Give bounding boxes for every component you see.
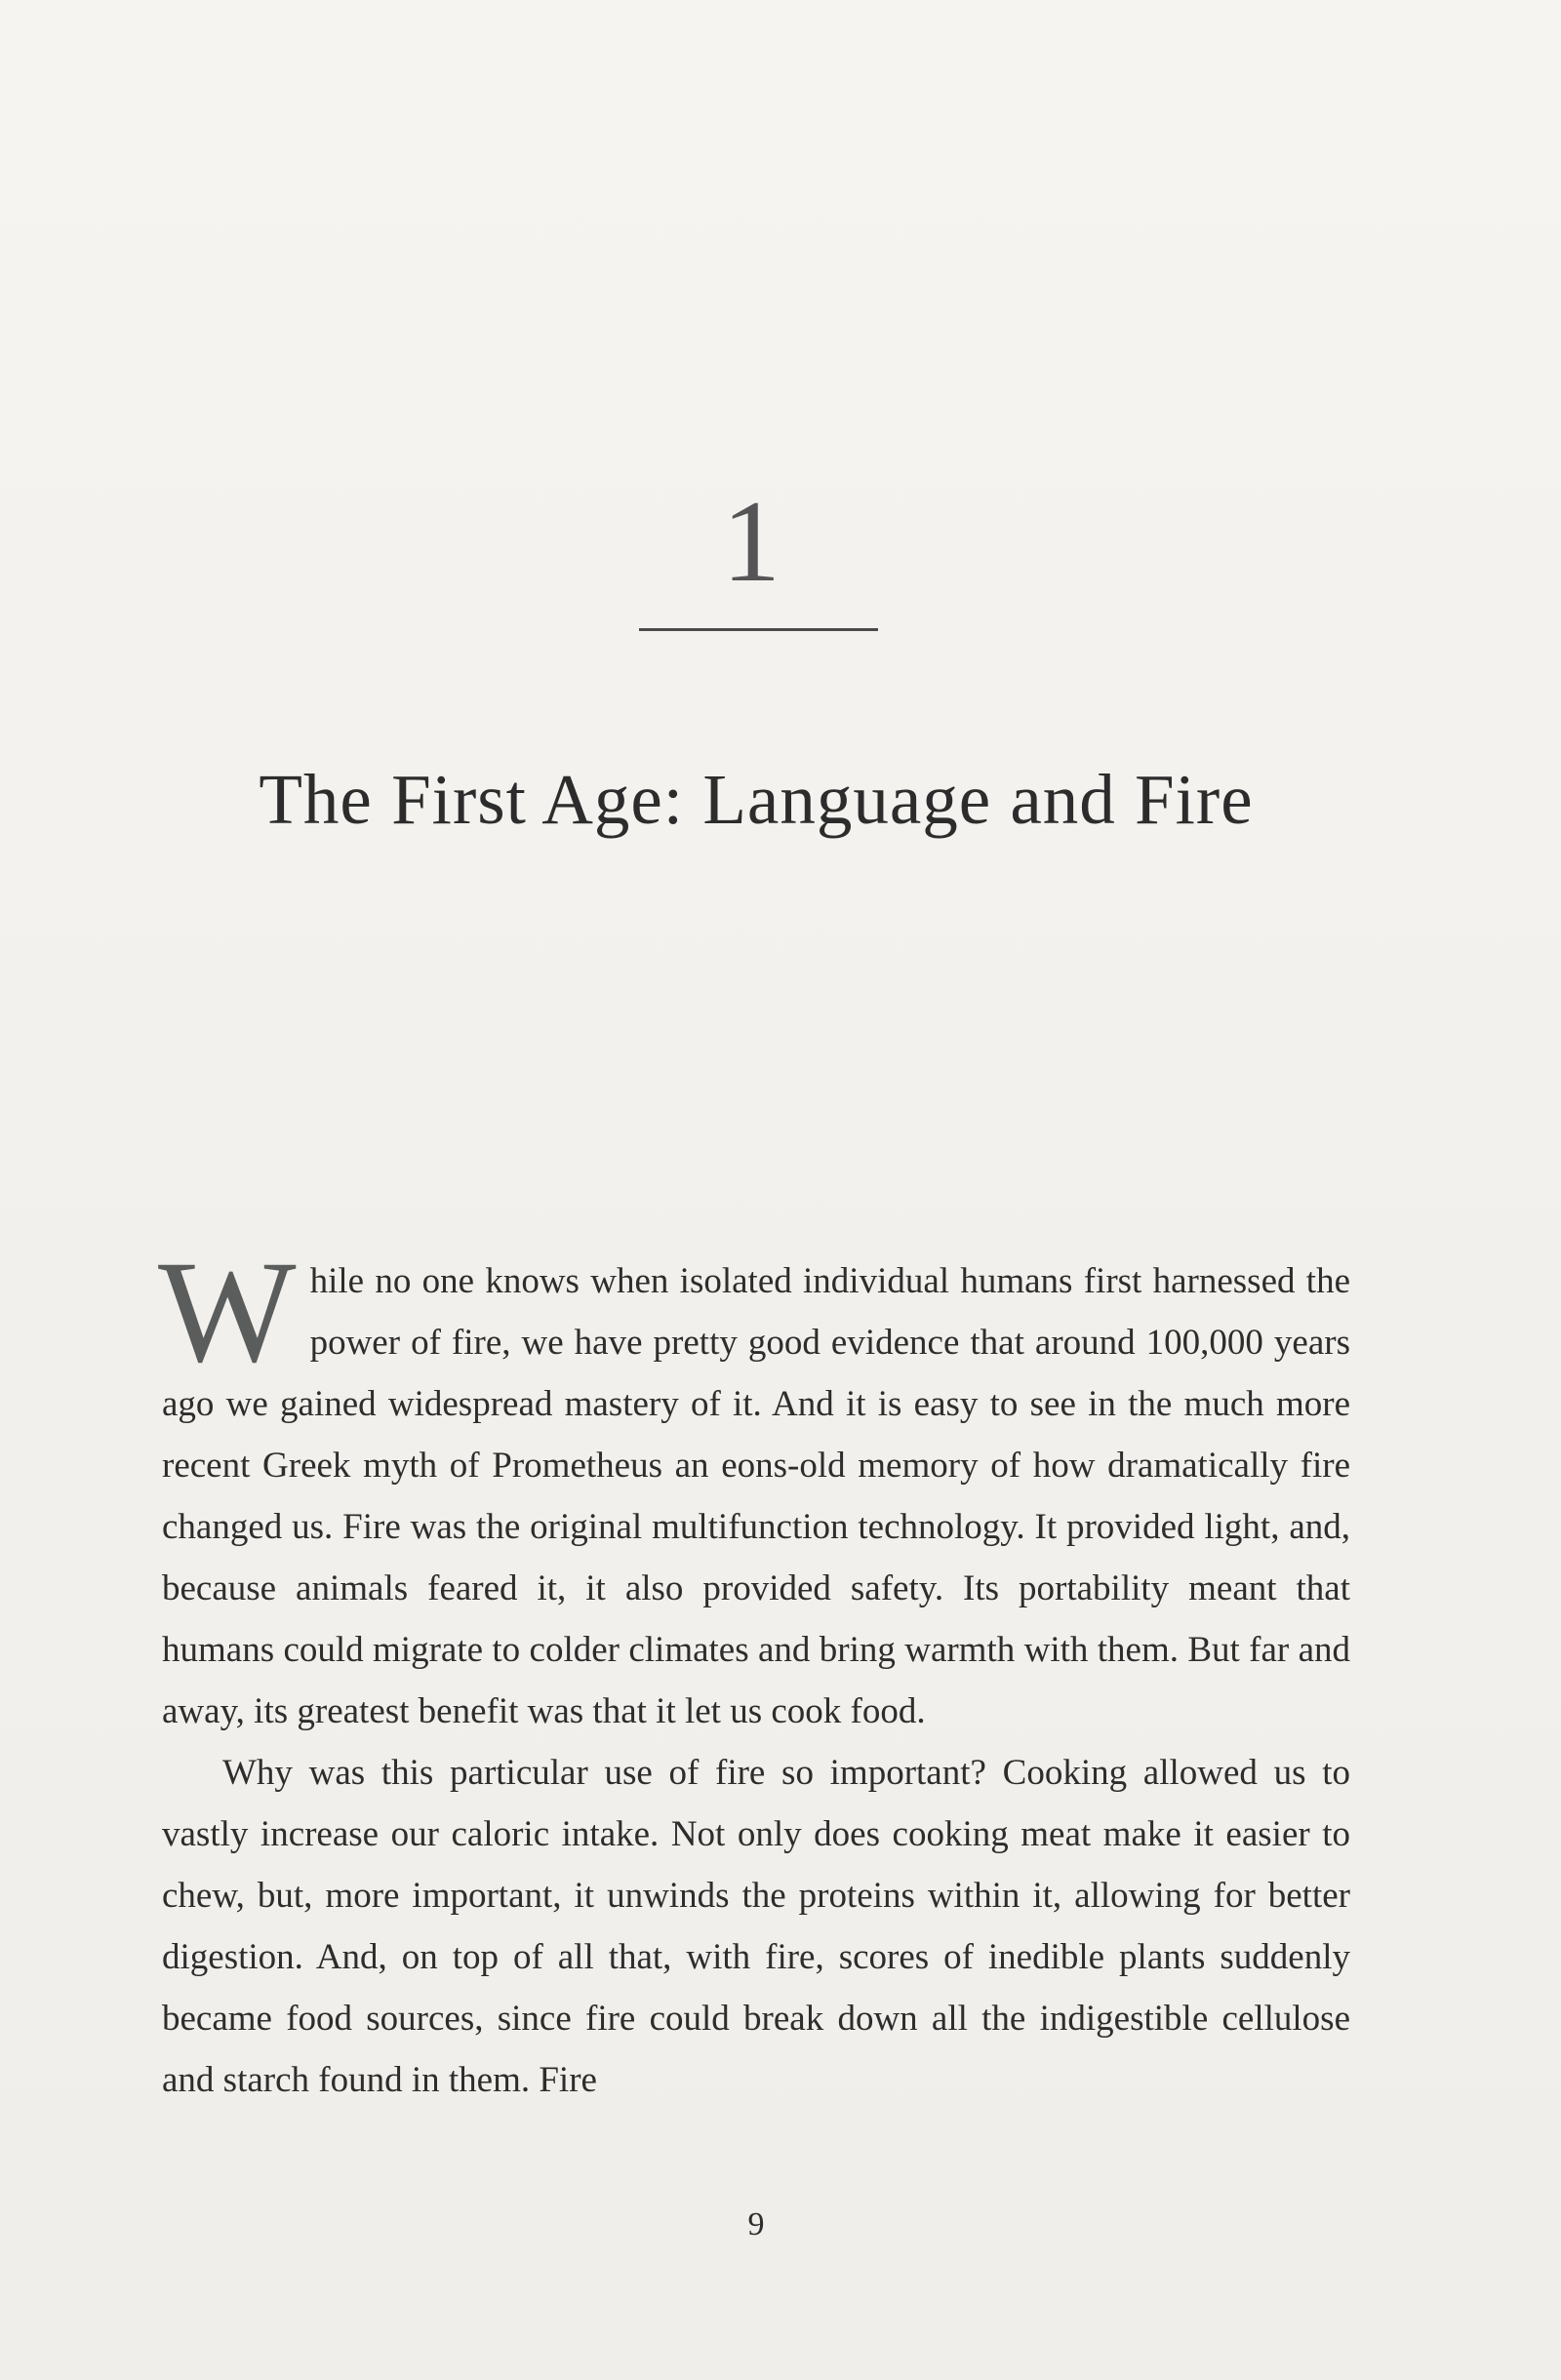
paragraph-first <box>158 1231 1350 1742</box>
chapter-title: The First Age: Language and Fire <box>259 760 1254 839</box>
drop-cap: W <box>158 1231 297 1393</box>
paragraph-second: Why was this particular use of fire so important? Cooking allowed us to vastly increase our caloric intake. Not only does cooking meat make it easier to chew, but, more important, it unwinds the proteins within it, allowing for better digestion. And, on top of all that, with fire, scores of inedible plants suddenly became food sources, since fire could break down all the indigestible cellulose and starch found in them. Fire <box>162 1753 1350 2100</box>
paragraph-first-text: hile no one knows when isolated individual humans first harnessed the power of fire, we have pretty good evidence that around 100,000 years ago we gained widespread mastery of it. And it is easy to see in the much more recent Greek myth of Prometheus an eons-old memory of how dramatically fire changed us. Fire was the original multifunction technology. It provided light, and, because animals feared it, it also provided safety. Its portability meant that humans could migrate to colder climates and bring warmth with them. But far and away, its greatest benefit was that it let us cook food. <box>162 1261 1350 1731</box>
chapter-rule-divider <box>639 628 878 631</box>
chapter-number: 1 <box>722 476 780 606</box>
page-number: 9 <box>747 2206 765 2242</box>
chapter-body <box>158 1231 1350 2111</box>
